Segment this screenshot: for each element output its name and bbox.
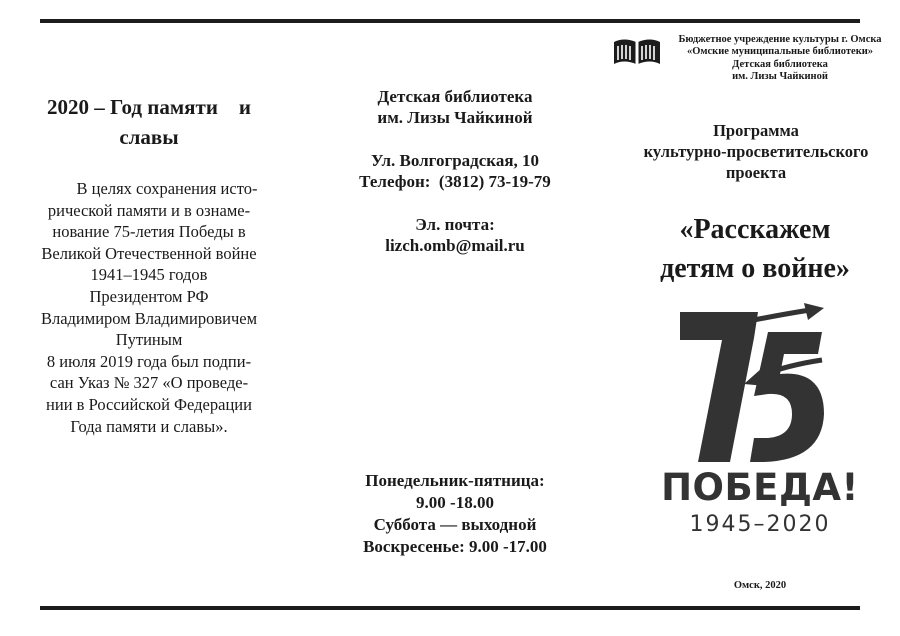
org-line: «Омские муниципальные библиотеки» (686, 46, 874, 58)
org-line: Детская библиотека (732, 58, 828, 70)
paragraph-line: 1941–1945 годов (90, 265, 208, 285)
paragraph-line: сан Указ № 327 «О проведе- (49, 373, 249, 393)
city-year: Омск, 2020 (733, 580, 787, 591)
heading-line-2: славы (119, 125, 179, 149)
project-title (605, 210, 900, 288)
emblem-digit-five (750, 332, 824, 462)
bottom-rule (40, 606, 860, 610)
contact-block (330, 150, 580, 192)
hours-line: 9.00 -18.00 (416, 493, 494, 512)
paragraph-line: 8 июля 2019 года был подпи- (46, 351, 252, 371)
opening-hours (330, 470, 580, 558)
paragraph-line: Великой Отечественной войне (41, 243, 257, 263)
address: Ул. Волгоградская, 10 (370, 151, 540, 170)
phone: Телефон: (3812) 73-19-79 (359, 172, 551, 191)
paragraph-line: Путиным (115, 330, 183, 350)
paragraph-line: нование 75-летия Победы в (52, 222, 246, 242)
emblem-arrow-upper-head (804, 303, 824, 320)
top-rule (40, 19, 860, 23)
hours-line: Суббота — выходной (373, 515, 537, 534)
victory-word: ПОБЕДА! (661, 466, 859, 509)
program-line: культурно-просветительского (643, 142, 869, 161)
program-line: Программа (713, 121, 799, 140)
organization-name (665, 34, 895, 84)
paragraph-line: Президентом РФ (89, 286, 209, 306)
organization-header (612, 34, 897, 94)
library-name-line-2: им. Лизы Чайкиной (377, 108, 533, 127)
program-line: проекта (725, 163, 787, 182)
hours-line: Понедельник-пятница: (365, 471, 545, 490)
victory-75-emblem (672, 302, 842, 467)
program-subtitle (600, 120, 900, 183)
paragraph-line: Года памяти и славы». (70, 416, 228, 436)
emblem-digit-seven (680, 312, 758, 462)
email-address[interactable]: lizch.omb@mail.ru (385, 236, 525, 255)
library-name-line-1: Детская библиотека (377, 87, 533, 106)
decree-paragraph (18, 178, 280, 437)
library-book-icon (612, 36, 662, 70)
project-title-line-2: детям о войне» (660, 253, 850, 284)
library-name (330, 86, 580, 128)
victory-years: 1945–2020 (689, 512, 831, 537)
org-line: им. Лизы Чайкиной (732, 71, 828, 83)
email-block (330, 214, 580, 256)
project-title-line-1: «Расскажем (679, 214, 831, 245)
heading-line-1: 2020 – Год памяти и (46, 95, 252, 119)
paragraph-line: Владимиром Владимировичем (40, 308, 258, 328)
email-label: Эл. почта: (415, 215, 495, 234)
paragraph-line: рической памяти и в ознаме- (47, 200, 251, 220)
paragraph-line: В целях сохранения исто- (76, 179, 258, 198)
hours-line: Воскресенье: 9.00 -17.00 (363, 537, 547, 556)
paragraph-line: нии в Российской Федерации (46, 394, 252, 414)
decree-heading (18, 92, 280, 152)
org-line: Бюджетное учреждение культуры г. Омска (678, 34, 882, 45)
